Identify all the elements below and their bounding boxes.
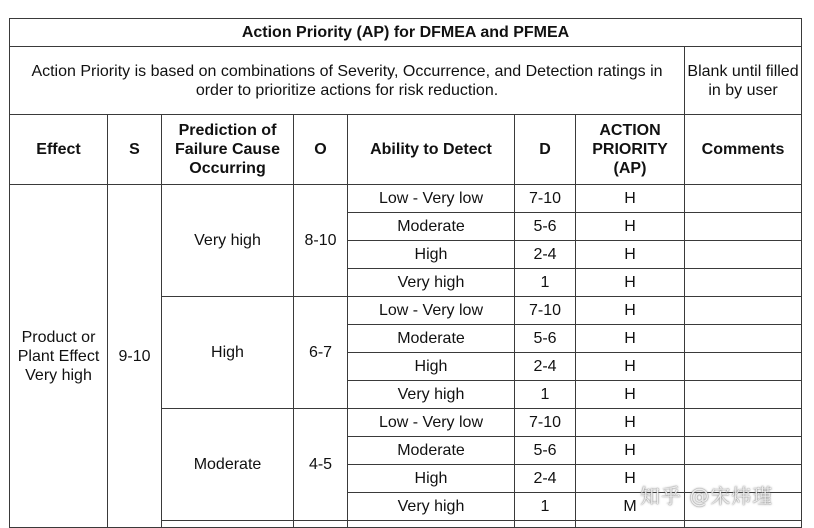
detection-cell: 5-6	[515, 213, 576, 241]
comments-cell[interactable]	[685, 269, 802, 297]
ability-cell: Very high	[348, 493, 515, 521]
severity-cell: 9-10	[108, 185, 162, 528]
ability-cell: Moderate	[348, 213, 515, 241]
info-row	[10, 47, 802, 115]
comments-cell[interactable]	[685, 241, 802, 269]
comments-cell[interactable]	[685, 213, 802, 241]
detection-cell: 7-10	[515, 297, 576, 325]
detection-cell: 2-4	[515, 353, 576, 381]
ap-cell: H	[576, 241, 685, 269]
ability-cell: High	[348, 465, 515, 493]
prediction-cell: High	[162, 297, 294, 409]
detection-cell: 2-4	[515, 241, 576, 269]
comments-cell[interactable]	[685, 297, 802, 325]
ability-cell: Low - Very low	[348, 185, 515, 213]
ap-cell: H	[576, 213, 685, 241]
header-comments: Comments	[685, 115, 802, 185]
comments-cell[interactable]	[685, 325, 802, 353]
blank-note-cell: Blank until filled in by user	[685, 47, 802, 115]
header-s: S	[108, 115, 162, 185]
ability-cell: Very high	[348, 269, 515, 297]
prediction-cell: Very high	[162, 185, 294, 297]
comments-cell[interactable]	[685, 493, 802, 521]
header-ability: Ability to Detect	[348, 115, 515, 185]
comments-cell[interactable]	[685, 465, 802, 493]
header-d: D	[515, 115, 576, 185]
action-priority-table	[9, 18, 802, 528]
table-title: Action Priority (AP) for DFMEA and PFMEA	[10, 19, 802, 47]
header-prediction: Prediction of Failure Cause Occurring	[162, 115, 294, 185]
cutoff-cell	[348, 521, 515, 528]
header-o: O	[294, 115, 348, 185]
ap-cell: H	[576, 269, 685, 297]
ability-cell: Low - Very low	[348, 409, 515, 437]
title-row	[10, 19, 802, 47]
comments-cell[interactable]	[685, 353, 802, 381]
ap-cell: H	[576, 381, 685, 409]
ability-cell: Moderate	[348, 437, 515, 465]
ability-cell: Low - Very low	[348, 297, 515, 325]
ability-cell: High	[348, 353, 515, 381]
ap-cell: H	[576, 185, 685, 213]
ap-cell: H	[576, 437, 685, 465]
prediction-cell: Moderate	[162, 409, 294, 521]
ability-cell: High	[348, 241, 515, 269]
description-cell: Action Priority is based on combinations of Severity, Occurrence, and Detection ratings in order to prioritize actions for risk reduction.	[10, 47, 685, 115]
ability-cell: Moderate	[348, 325, 515, 353]
cutoff-cell	[685, 521, 802, 528]
cutoff-cell	[162, 521, 294, 528]
occurrence-cell: 4-5	[294, 409, 348, 521]
detection-cell: 5-6	[515, 325, 576, 353]
cutoff-cell	[576, 521, 685, 528]
ap-cell: H	[576, 325, 685, 353]
occurrence-cell: 8-10	[294, 185, 348, 297]
comments-cell[interactable]	[685, 381, 802, 409]
ability-cell: Very high	[348, 381, 515, 409]
detection-cell: 7-10	[515, 185, 576, 213]
watermark: 知乎 @宋炜瑾	[640, 484, 774, 508]
comments-cell[interactable]	[685, 185, 802, 213]
detection-cell: 1	[515, 269, 576, 297]
ap-cell: H	[576, 465, 685, 493]
cutoff-cell	[294, 521, 348, 528]
detection-cell: 7-10	[515, 409, 576, 437]
comments-cell[interactable]	[685, 437, 802, 465]
detection-cell: 5-6	[515, 437, 576, 465]
ap-cell: H	[576, 409, 685, 437]
detection-cell: 1	[515, 493, 576, 521]
effect-cell: Product or Plant Effect Very high	[10, 185, 108, 528]
ap-cell: M	[576, 493, 685, 521]
detection-cell: 1	[515, 381, 576, 409]
ap-cell: H	[576, 297, 685, 325]
occurrence-cell: 6-7	[294, 297, 348, 409]
header-row	[10, 115, 802, 185]
ap-cell: H	[576, 353, 685, 381]
detection-cell: 2-4	[515, 465, 576, 493]
header-ap: ACTION PRIORITY (AP)	[576, 115, 685, 185]
header-effect: Effect	[10, 115, 108, 185]
table-row	[10, 185, 802, 213]
cutoff-cell	[515, 521, 576, 528]
comments-cell[interactable]	[685, 409, 802, 437]
